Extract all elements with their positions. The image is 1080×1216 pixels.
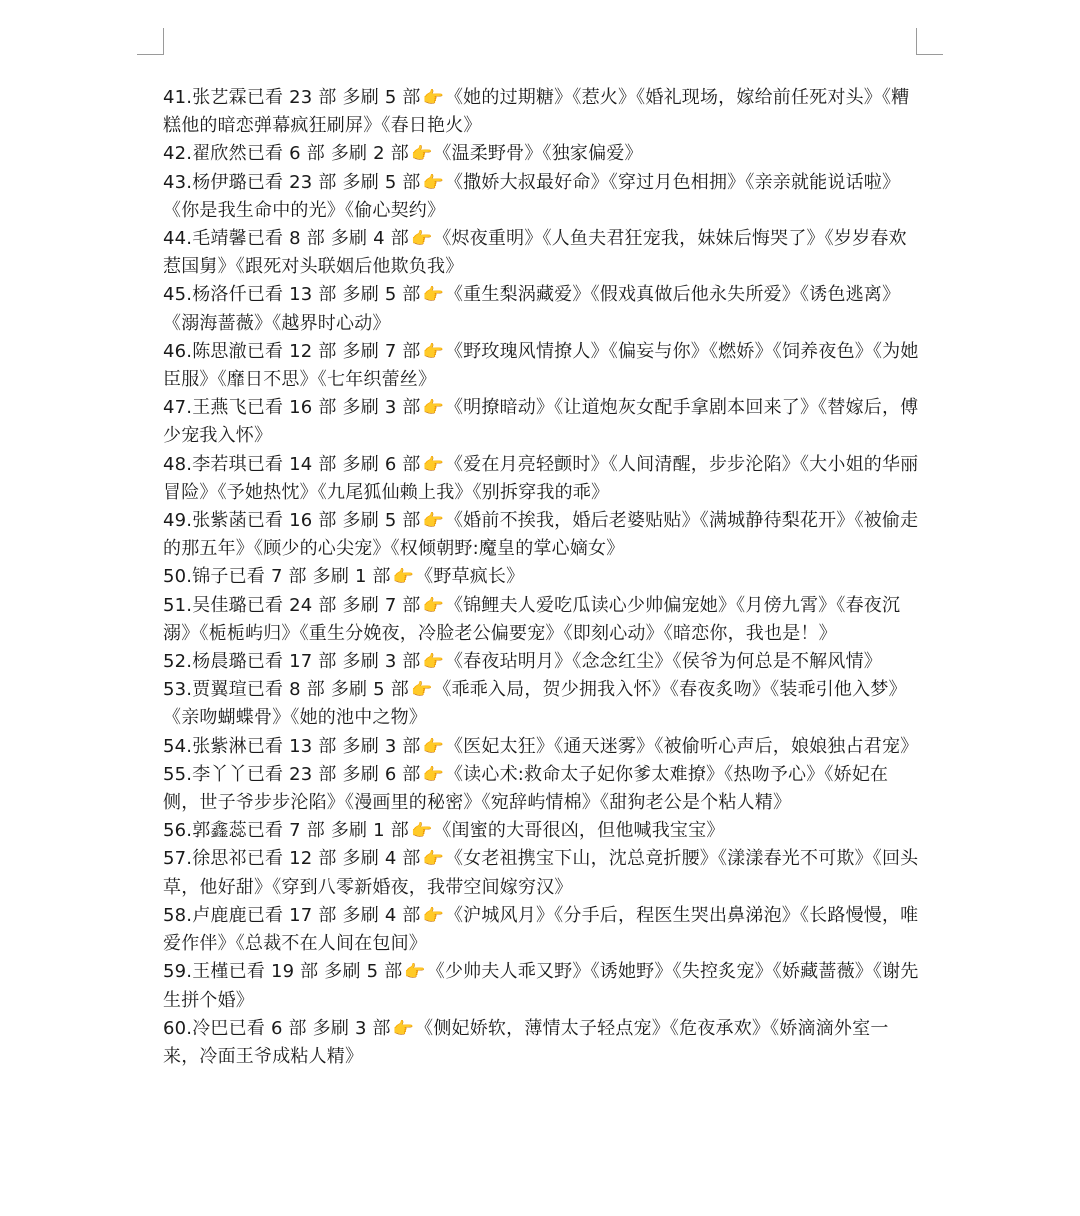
entry-head: 60.冷巴已看 6 部 多刷 3 部 bbox=[163, 1017, 391, 1039]
entry-books: 《明撩暗动》《让道炮灰女配手拿剧本回来了》《替嫁后，傅少宠我入怀》 bbox=[163, 397, 919, 447]
hand-pointing-right-icon: 👉 bbox=[422, 595, 444, 616]
entry-head: 46.陈思澈已看 12 部 多刷 7 部 bbox=[163, 340, 421, 362]
entry-books: 《烬夜重明》《人鱼夫君狂宠我，妹妹后悔哭了》《岁岁春欢惹国舅》《跟死对头联姻后他欺负我》 bbox=[163, 228, 907, 278]
list-item bbox=[163, 563, 919, 591]
list-item bbox=[163, 281, 919, 337]
list-item bbox=[163, 338, 919, 394]
entry-head: 55.李丫丫已看 23 部 多刷 6 部 bbox=[163, 763, 421, 785]
hand-pointing-right-icon: 👉 bbox=[422, 764, 444, 785]
hand-pointing-right-icon: 👉 bbox=[392, 567, 415, 588]
list-item bbox=[163, 451, 919, 507]
hand-pointing-right-icon: 👉 bbox=[422, 905, 444, 926]
entry-books: 《医妃太狂》《通天迷雾》《被偷听心声后，娘娘独占君宠》 bbox=[444, 735, 919, 757]
entry-head: 48.李若琪已看 14 部 多刷 6 部 bbox=[163, 453, 421, 475]
entry-books: 《温柔野骨》《独家偏爱》 bbox=[433, 143, 643, 165]
hand-pointing-right-icon: 👉 bbox=[422, 511, 444, 532]
entry-books: 《重生梨涡藏爱》《假戏真做后他永失所爱》《诱色逃离》《溺海蔷薇》《越界时心动》 bbox=[163, 284, 901, 334]
document-body bbox=[163, 84, 919, 1071]
entry-head: 52.杨晨璐已看 17 部 多刷 3 部 bbox=[163, 651, 421, 673]
hand-pointing-right-icon: 👉 bbox=[422, 454, 444, 475]
entry-head: 42.翟欣然已看 6 部 多刷 2 部 bbox=[163, 143, 409, 165]
hand-pointing-right-icon: 👉 bbox=[410, 144, 433, 165]
entry-head: 49.张紫菡已看 16 部 多刷 5 部 bbox=[163, 510, 421, 532]
list-item bbox=[163, 1015, 919, 1071]
list-item bbox=[163, 507, 919, 563]
entry-books: 《女老祖携宝下山，沈总竟折腰》《漾漾春光不可欺》《回头草，他好甜》《穿到八零新婚夜，我带空间嫁穷汉》 bbox=[163, 848, 919, 898]
entry-head: 58.卢鹿鹿已看 17 部 多刷 4 部 bbox=[163, 904, 421, 926]
entry-books: 《读心术:救命太子妃你爹太难撩》《热吻予心》《娇妃在侧，世子爷步步沦陷》《漫画里的秘密》《宛辞屿情棉》《甜狗老公是个粘人精》 bbox=[163, 763, 889, 814]
list-item bbox=[163, 958, 919, 1014]
hand-pointing-right-icon: 👉 bbox=[404, 962, 426, 983]
list-item bbox=[163, 733, 919, 761]
list-item bbox=[163, 761, 919, 817]
entry-books: 《春夜玷明月》《念念红尘》《侯爷为何总是不解风情》 bbox=[444, 651, 882, 673]
entry-books: 《野玫瑰风情撩人》《偏妄与你》《燃娇》《饲养夜色》《为她臣服》《靡日不思》《七年织蕾丝》 bbox=[163, 340, 919, 391]
entry-books: 《野草疯长》 bbox=[415, 566, 525, 588]
entry-head: 59.王槿已看 19 部 多刷 5 部 bbox=[163, 961, 403, 983]
list-item bbox=[163, 140, 919, 168]
hand-pointing-right-icon: 👉 bbox=[422, 849, 444, 870]
list-item bbox=[163, 394, 919, 450]
page-corner-mark-left bbox=[137, 28, 164, 55]
entry-head: 45.杨洛仟已看 13 部 多刷 5 部 bbox=[163, 284, 421, 306]
hand-pointing-right-icon: 👉 bbox=[410, 680, 433, 701]
list-item bbox=[163, 169, 919, 225]
list-item bbox=[163, 845, 919, 901]
entry-books: 《闺蜜的大哥很凶，但他喊我宝宝》 bbox=[433, 820, 725, 842]
hand-pointing-right-icon: 👉 bbox=[422, 652, 444, 673]
entry-books: 《锦鲤夫人爱吃瓜读心少帅偏宠她》《月傍九霄》《春夜沉溺》《栀栀屿归》《重生分娩夜，冷脸老公偏要宠》《即刻心动》《暗恋你，我也是！》 bbox=[163, 594, 901, 644]
entry-head: 41.张艺霖已看 23 部 多刷 5 部 bbox=[163, 87, 421, 108]
entry-books: 《沪城风月》《分手后，程医生哭出鼻涕泡》《长路慢慢，唯爱作伴》《总裁不在人间在包间》 bbox=[163, 904, 919, 955]
list-item bbox=[163, 817, 919, 845]
hand-pointing-right-icon: 👉 bbox=[422, 285, 444, 306]
hand-pointing-right-icon: 👉 bbox=[422, 341, 444, 362]
entry-books: 《少帅夫人乖又野》《诱她野》《失控炙宠》《娇藏蔷薇》《谢先生拼个婚》 bbox=[163, 961, 919, 1011]
list-item bbox=[163, 592, 919, 648]
entry-books: 《侧妃娇软，薄情太子轻点宠》《危夜承欢》《娇滴滴外室一来，冷面王爷成粘人精》 bbox=[163, 1017, 889, 1067]
entry-books: 《乖乖入局，贺少拥我入怀》《春夜炙吻》《装乖引他入梦》《亲吻蝴蝶骨》《她的池中之物》 bbox=[163, 679, 907, 729]
entry-head: 54.张紫淋已看 13 部 多刷 3 部 bbox=[163, 735, 421, 757]
entry-head: 56.郭鑫蕊已看 7 部 多刷 1 部 bbox=[163, 820, 409, 842]
entry-head: 47.王燕飞已看 16 部 多刷 3 部 bbox=[163, 397, 421, 419]
entry-head: 53.贾翼瑄已看 8 部 多刷 5 部 bbox=[163, 679, 409, 701]
hand-pointing-right-icon: 👉 bbox=[422, 88, 444, 108]
hand-pointing-right-icon: 👉 bbox=[422, 398, 444, 419]
entry-head: 44.毛靖馨已看 8 部 多刷 4 部 bbox=[163, 228, 409, 250]
hand-pointing-right-icon: 👉 bbox=[422, 172, 444, 193]
entry-books: 《撒娇大叔最好命》《穿过月色相拥》《亲亲就能说话啦》《你是我生命中的光》《偷心契约》 bbox=[163, 171, 901, 221]
list-item bbox=[163, 84, 919, 140]
entry-head: 57.徐思祁已看 12 部 多刷 4 部 bbox=[163, 848, 421, 870]
entry-books: 《爱在月亮轻颤时》《人间清醒，步步沦陷》《大小姐的华丽冒险》《予她热忱》《九尾狐仙赖上我》《别拆穿我的乖》 bbox=[163, 453, 919, 503]
list-item bbox=[163, 676, 919, 732]
hand-pointing-right-icon: 👉 bbox=[410, 821, 433, 842]
page-corner-mark-right bbox=[916, 28, 943, 55]
entry-books: 《她的过期糖》《惹火》《婚礼现场，嫁给前任死对头》《糟糕他的暗恋弹幕疯狂刷屏》《春日艳火》 bbox=[163, 87, 910, 137]
hand-pointing-right-icon: 👉 bbox=[410, 229, 433, 250]
list-item bbox=[163, 902, 919, 958]
entry-head: 43.杨伊璐已看 23 部 多刷 5 部 bbox=[163, 171, 421, 193]
list-item bbox=[163, 225, 919, 281]
list-item bbox=[163, 648, 919, 676]
entry-books: 《婚前不挨我，婚后老婆贴贴》《满城静待梨花开》《被偷走的那五年》《顾少的心尖宠》《权倾朝野:魔皇的掌心嫡女》 bbox=[163, 510, 919, 560]
hand-pointing-right-icon: 👉 bbox=[392, 1018, 415, 1039]
hand-pointing-right-icon: 👉 bbox=[422, 736, 444, 757]
entry-head: 50.锦子已看 7 部 多刷 1 部 bbox=[163, 566, 391, 588]
entry-head: 51.吴佳璐已看 24 部 多刷 7 部 bbox=[163, 594, 421, 616]
